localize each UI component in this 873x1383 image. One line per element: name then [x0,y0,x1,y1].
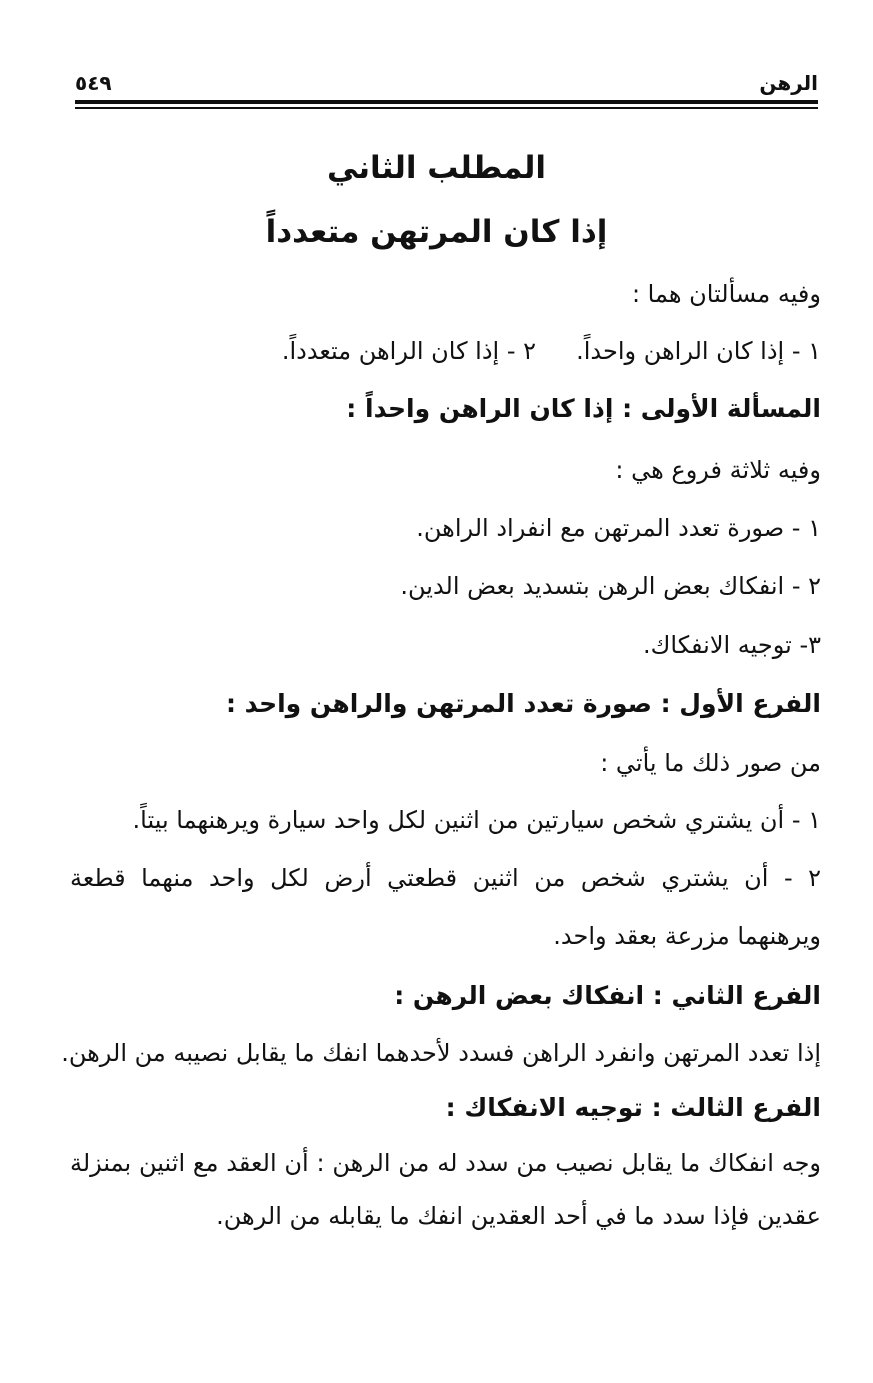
section-subtitle: إذا كان المرتهن متعدداً [265,214,608,250]
branch-item-2: ٢ - انفكاك بعض الرهن بتسديد بعض الدين. [400,572,821,600]
issues-row [70,333,821,369]
header-rule-thick [75,100,818,104]
intro-text: وفيه مسألتان هما : [631,280,821,308]
branch-item-3: ٣- توجيه الانفكاك. [643,631,821,659]
branch-three-text-line-2: عقدين فإذا سدد ما في أحد العقدين انفك ما يقابله من الرهن. [216,1202,821,1230]
branch-one-example-2-line-2: ويرهنهما مزرعة بعقد واحد. [553,922,821,950]
page-number: ٥٤٩ [75,71,112,95]
branch-one-intro: من صور ذلك ما يأتي : [600,749,821,777]
running-header [75,66,818,100]
header-rule-thin [75,107,818,109]
question-one-heading: المسألة الأولى : إذا كان الراهن واحداً : [346,394,821,423]
branch-one-example-2-line-1: ٢ - أن يشتري شخص من اثنين قطعتي أرض لكل واحد منهما قطعة [70,864,821,892]
question-one-intro: وفيه ثلاثة فروع هي : [615,456,821,484]
branch-one-example-1: ١ - أن يشتري شخص سيارتين من اثنين لكل واحد سيارة ويرهنهما بيتاً. [132,806,821,834]
branch-three-text-line-1: وجه انفكاك ما يقابل نصيب من سدد له من الرهن : أن العقد مع اثنين بمنزلة [70,1149,821,1177]
issue-two: ٢ - إذا كان الراهن متعدداً. [281,337,536,365]
section-heading: المطلب الثاني [326,150,547,186]
issue-one: ١ - إذا كان الراهن واحداً. [576,337,821,365]
branch-two-text: إذا تعدد المرتهن وانفرد الراهن فسدد لأحدهما انفك ما يقابل نصيبه من الرهن. [61,1039,821,1067]
branch-two-heading: الفرع الثاني : انفكاك بعض الرهن : [394,981,821,1010]
branch-three-heading: الفرع الثالث : توجيه الانفكاك : [445,1093,821,1122]
chapter-title: الرهن [759,71,818,95]
branch-one-heading: الفرع الأول : صورة تعدد المرتهن والراهن واحد : [225,689,821,718]
branch-item-1: ١ - صورة تعدد المرتهن مع انفراد الراهن. [416,514,821,542]
